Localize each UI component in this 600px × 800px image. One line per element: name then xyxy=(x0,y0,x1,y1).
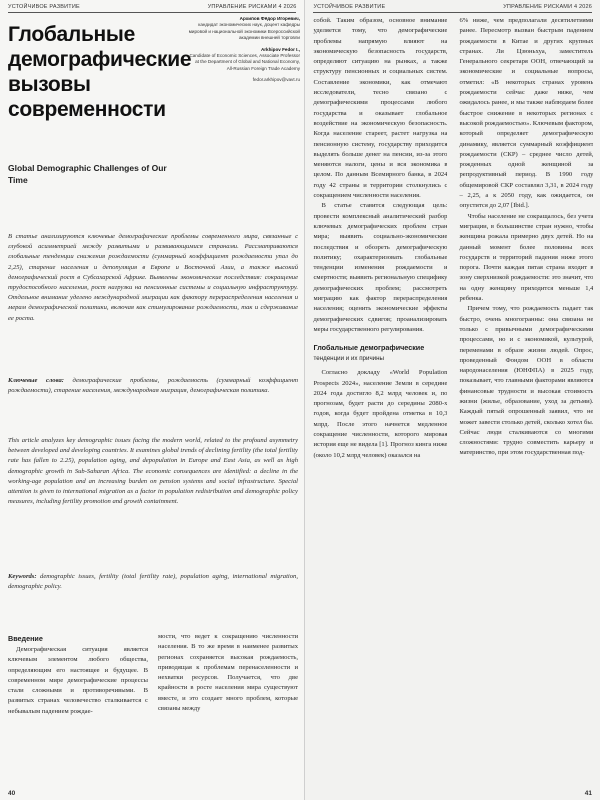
journal-issue: УПРАВЛЕНИЕ РИСКАМИ 4 2026 xyxy=(503,4,592,10)
keywords-en xyxy=(8,572,298,592)
author-block xyxy=(188,16,300,84)
body-column-1 xyxy=(8,632,148,784)
right-page xyxy=(305,0,600,800)
keywords-en-text: demographic issues, fertility (total fertility rate), population aging, international migration, demographic policy. xyxy=(8,573,298,591)
author-name-en: Arkhipov Fedor I., xyxy=(260,46,300,52)
journal-issue: УПРАВЛЕНИЕ РИСКАМИ 4 2026 xyxy=(207,4,297,10)
page-number-right: 41 xyxy=(584,790,592,797)
author-email[interactable]: fedor.arkhipov@vavt.ru xyxy=(252,77,300,83)
section-label: УСТОЙЧИВОЕ РАЗВИТИЕ xyxy=(8,4,80,10)
paragraph: Согласно докладу «World Population Prospects 2024», население Земли в середине 2024 года достигло 8,2 млрд человек и, по прогнозам, будет расти до середины 2080-х годов, когда будет пройдена отметка в 10,3 млрд. После этого начнется медленное сокращение численности, которого мировая история еще не видела [1]. Прогноз кинга ниже (около 10,2 млрд человек) оказался на xyxy=(313,369,448,459)
author-en xyxy=(188,47,300,73)
section-subheading: тенденции и их причины xyxy=(313,355,384,363)
keywords-ru xyxy=(8,376,298,396)
body-columns xyxy=(8,632,298,784)
abstract-ru: В статье анализируются ключевые демографические проблемы современного мира, связанные с глубокой асимметрией между развитыми и развивающимися странами. Рассматриваются глобальные тенденции снижения рождаемости (суммарный коэффициент рождаемости упал до 2,25), старение населения и депопуляция в Европе и Восточной Азии, а также высокий демографический рост в Субсахарской Африке. Выявлены экономические последствия: сокращение трудоспособного населения, рост нагрузки на пенсионные системы и социальную инфраструктуру. Отдельное внимание уделено международной миграции как фактору перераспределения населения и мерам демографической политики, включая как стимулирование рождаемости, так и сдерживание ее роста. xyxy=(8,233,298,322)
author-affiliation-en: Candidate of Economic Sciences, Associate Professor at the Department of Global and National Economy, All-Russian Foreign Trade Academy xyxy=(189,53,300,71)
article-title: Глобальные демографические вызовы современности xyxy=(8,23,192,121)
page-number-left: 40 xyxy=(8,790,16,797)
body-column-2 xyxy=(459,16,593,784)
keywords-ru-text: демографические проблемы, рождаемость (суммарный коэффициент рождаемости), старение населения, международная миграция, демографическая политика. xyxy=(8,377,298,395)
body-columns xyxy=(313,16,593,784)
paragraph: В статье ставится следующая цель: провести комплексный аналитический разбор ключевых демографических проблем стран мира; выявить социально-экономические последствия и обозреть демографическую политику; охарактеризовать глобальные тенденции изменения рождаемости и смертности; выявить региональную специфику демографических проблем; рассмотреть миграцию как фактор перераспределения населения; оценить экономические эффекты демографических сдвигов; проанализировать меры государственного регулирования. xyxy=(313,202,448,333)
running-header xyxy=(313,3,592,13)
keywords-ru-label: Ключевые слова: xyxy=(8,377,64,384)
paragraph: Причем тому, что рождаемость падает так быстро, очень многогранны: она связана не только с привычными демографическими процессами, но и с экономикой, культурой, переменами в образе жизни людей. Опрос, проведенный Фондом ООН в области народонаселения (ЮНФПА) в 2025 году, показывает, что главными факторами являются финансовые трудности и высокая стоимость жизни (жилье, образование, уход за детьми). Каждый пятый опрошенный заявил, что не может завести столько детей, сколько хотел бы. Сейчас люди сталкиваются со многими сложностями: трудно совместить карьеру и материнство, при этом государственная под- xyxy=(459,305,594,457)
body-column-2 xyxy=(158,632,298,784)
abstract-en: This article analyzes key demographic issues facing the modern world, related to the profound asymmetry between developed and developing countries. It examines global trends of declining fertility (the total fertility rate has fallen to 2.25), population aging, and depopulation in Europe and East Asia, as well as high demographic growth in Sub-Saharan Africa. The economic consequences are identified: a decline in the working-age population and an increasing burden on pension systems and social infrastructure. Special attention is given to international migration as a factor in population redistribution and demographic policy measures, including fertility promotion and growth containment. xyxy=(8,437,298,506)
section-heading: Глобальные демографические xyxy=(313,343,425,353)
paragraph: собой. Таким образом, основное внимание уделяется тому, что демографические проблемы напрямую влияют на экономическую безопасность государств, определяют ситуацию на рынках, а также структуру пенсионных и социальных систем. Составление экономики, как отмечают исследователи, тесно связано с демографическими процессами любого государства и оказывает глобальное воздействие на экономическую безопасность. Когда население стареет, растет нагрузка на пенсионную систему, государству приходится выделять больше денег на пенсии, из-за этого меняются налоги, цены и вся экономика в целом. По данным Всемирного банка, в 2024 году 42 страны и территории столкнулись с сокращением численности населения. xyxy=(313,17,448,200)
article-subtitle-en: Global Demographic Challenges of Our Time xyxy=(8,163,167,185)
author-affiliation-ru: кандидат экономических наук, доцент кафедры мировой и национальной экономики Всероссийской академии внешней торговли xyxy=(188,22,300,41)
paragraph: мости, что ведет к сокращению численности населения. В то же время в наименее развитых регионах сохраняется высокая рождаемость, приводящая к проблемам перенаселенности и нехватки ресурсов. Получается, что две крайности в росте населения мира существуют вместе, и это создает много проблем, которые связаны между xyxy=(158,633,298,713)
author-ru xyxy=(188,16,300,42)
paragraph: Демографическая ситуация является ключевым элементом любого общества, определяющим его настоящее и будущее. В современном мире демографические процессы стали сложными и противоречивыми. В развитых странах человечество сталкивается с небывалым падением рождае- xyxy=(8,646,148,715)
paragraph: Чтобы население не сокращалось, без учета миграции, в большинстве стран нужно, чтобы женщина рожала примерно двух детей. Но на данный момент более половины всех государств и территорий падения ниже этого порога. Почти каждая пятая страна входит в зону сверхнизкой рождаемости: это значит, что на одну женщину приходится меньше 1,4 ребенка. xyxy=(459,212,594,303)
author-name-ru: Архипов Фёдор Игоревич, xyxy=(239,16,300,21)
body-column-1 xyxy=(313,16,447,784)
section-heading-intro: Введение xyxy=(8,634,43,643)
paragraph: 6% ниже, чем предполагали десятилетиями ранее. Пересмотр вызван быстрым падением рождаемости в Китае и других крупных странах. Ли Цзюньхуа, заместитель Генерального секретаря ООН, отвечающий за экономические и социальные вопросы, отметил: «В некоторых странах уровень рождаемости сейчас даже ниже, чем ожидалось ранее, и мы также наблюдаем более быстрое снижение в некоторых регионах с высокой рождаемостью». Ключевым фактором, который определяет демографическую динамику, является суммарный коэффициент рождаемости (СКР) – среднее число детей, рожденных одной женщиной за репродуктивный период. В 1990 году общемировой СКР составлял 3,31, в 2024 году – 2,25, а к 2050 году, как ожидается, он опустится до 2,07 [Ibid.]. xyxy=(459,17,594,210)
keywords-en-label: Keywords: xyxy=(8,573,37,580)
section-label: УСТОЙЧИВОЕ РАЗВИТИЕ xyxy=(313,4,386,10)
running-header xyxy=(8,3,296,13)
